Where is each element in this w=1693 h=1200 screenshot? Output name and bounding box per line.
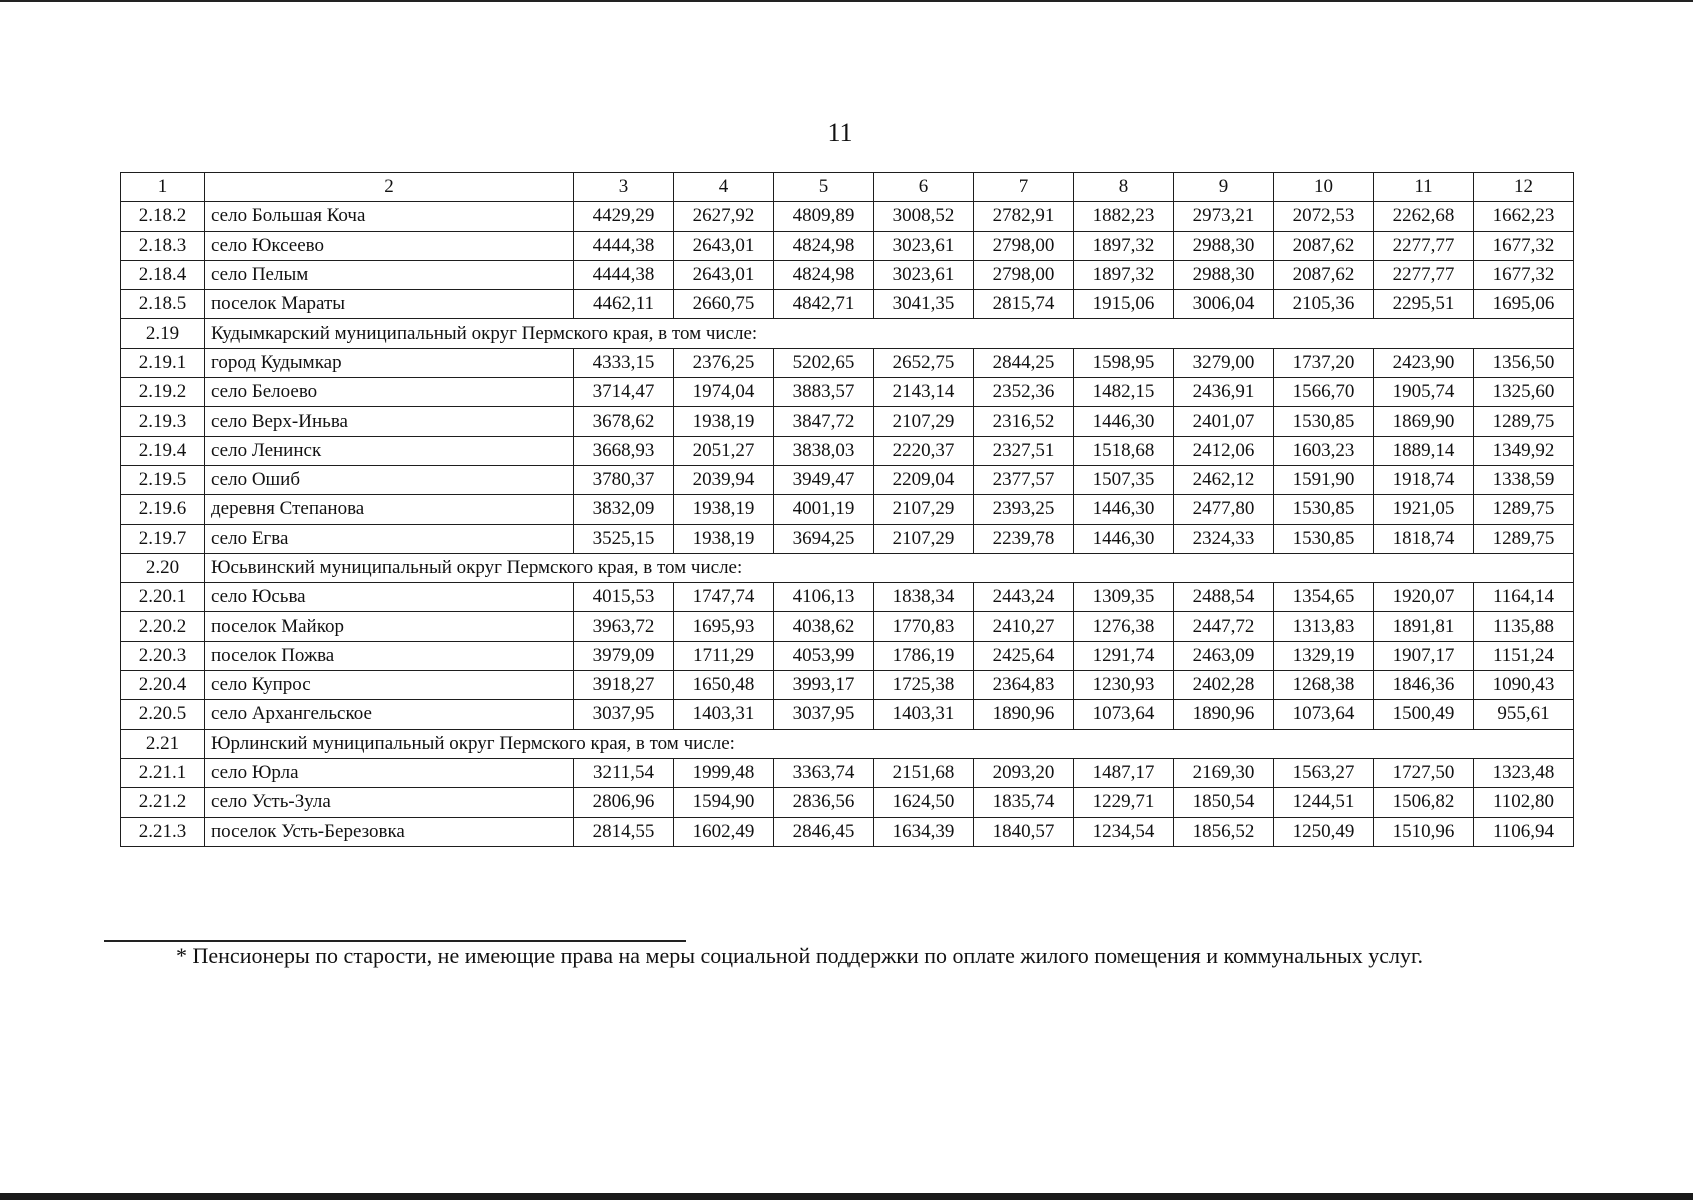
settlement-name-cell: поселок Пожва	[205, 641, 574, 670]
table-row	[121, 817, 1574, 846]
value-cell: 1747,74	[674, 583, 774, 612]
value-cell: 1403,31	[674, 700, 774, 729]
value-cell: 1907,17	[1374, 641, 1474, 670]
table-row	[121, 465, 1574, 494]
section-title-cell: Кудымкарский муниципальный округ Пермского края, в том числе:	[205, 319, 1574, 348]
value-cell: 1325,60	[1474, 378, 1574, 407]
value-cell: 3694,25	[774, 524, 874, 553]
header-cell: 7	[974, 173, 1074, 202]
row-code-cell: 2.18.2	[121, 202, 205, 231]
table-row	[121, 202, 1574, 231]
header-cell: 3	[574, 173, 674, 202]
value-cell: 1677,32	[1474, 260, 1574, 289]
settlement-name-cell: деревня Степанова	[205, 495, 574, 524]
section-title-cell: Юрлинский муниципальный округ Пермского края, в том числе:	[205, 729, 1574, 758]
value-cell: 1289,75	[1474, 407, 1574, 436]
value-cell: 2316,52	[974, 407, 1074, 436]
value-cell: 2107,29	[874, 524, 974, 553]
value-cell: 2443,24	[974, 583, 1074, 612]
value-cell: 1850,54	[1174, 788, 1274, 817]
value-cell: 1518,68	[1074, 436, 1174, 465]
value-cell: 2410,27	[974, 612, 1074, 641]
value-cell: 3008,52	[874, 202, 974, 231]
value-cell: 1329,19	[1274, 641, 1374, 670]
value-cell: 3979,09	[574, 641, 674, 670]
value-cell: 1918,74	[1374, 465, 1474, 494]
value-cell: 1268,38	[1274, 671, 1374, 700]
row-code-cell: 2.21.2	[121, 788, 205, 817]
value-cell: 2798,00	[974, 231, 1074, 260]
value-cell: 3678,62	[574, 407, 674, 436]
value-cell: 1507,35	[1074, 465, 1174, 494]
row-code-cell: 2.20.1	[121, 583, 205, 612]
settlement-name-cell: село Юрла	[205, 758, 574, 787]
value-cell: 2072,53	[1274, 202, 1374, 231]
value-cell: 2377,57	[974, 465, 1074, 494]
header-cell: 2	[205, 173, 574, 202]
settlement-name-cell: село Пелым	[205, 260, 574, 289]
value-cell: 4444,38	[574, 231, 674, 260]
value-cell: 1289,75	[1474, 524, 1574, 553]
page-number: 11	[827, 118, 853, 147]
table-row	[121, 671, 1574, 700]
value-cell: 1073,64	[1074, 700, 1174, 729]
value-cell: 2412,06	[1174, 436, 1274, 465]
row-code-cell: 2.19.4	[121, 436, 205, 465]
value-cell: 2423,90	[1374, 348, 1474, 377]
settlement-name-cell: поселок Усть-Березовка	[205, 817, 574, 846]
value-cell: 3883,57	[774, 378, 874, 407]
table-row	[121, 260, 1574, 289]
value-cell: 2988,30	[1174, 260, 1274, 289]
value-cell: 3993,17	[774, 671, 874, 700]
value-cell: 1289,75	[1474, 495, 1574, 524]
value-cell: 1151,24	[1474, 641, 1574, 670]
value-cell: 1890,96	[974, 700, 1074, 729]
row-code-cell: 2.20	[121, 553, 205, 582]
value-cell: 2973,21	[1174, 202, 1274, 231]
value-cell: 2477,80	[1174, 495, 1274, 524]
row-code-cell: 2.18.3	[121, 231, 205, 260]
value-cell: 1530,85	[1274, 495, 1374, 524]
value-cell: 2277,77	[1374, 260, 1474, 289]
value-cell: 2462,12	[1174, 465, 1274, 494]
value-cell: 1891,81	[1374, 612, 1474, 641]
value-cell: 2402,28	[1174, 671, 1274, 700]
value-cell: 2660,75	[674, 290, 774, 319]
value-cell: 1999,48	[674, 758, 774, 787]
value-cell: 1650,48	[674, 671, 774, 700]
value-cell: 4824,98	[774, 231, 874, 260]
value-cell: 1897,32	[1074, 260, 1174, 289]
value-cell: 1482,15	[1074, 378, 1174, 407]
value-cell: 2143,14	[874, 378, 974, 407]
value-cell: 3838,03	[774, 436, 874, 465]
value-cell: 1230,93	[1074, 671, 1174, 700]
row-code-cell: 2.19.2	[121, 378, 205, 407]
value-cell: 3037,95	[574, 700, 674, 729]
value-cell: 1856,52	[1174, 817, 1274, 846]
table-row	[121, 612, 1574, 641]
value-cell: 2393,25	[974, 495, 1074, 524]
value-cell: 1487,17	[1074, 758, 1174, 787]
value-cell: 1677,32	[1474, 231, 1574, 260]
value-cell: 2627,92	[674, 202, 774, 231]
settlement-name-cell: село Белоево	[205, 378, 574, 407]
value-cell: 3780,37	[574, 465, 674, 494]
footnote: * Пенсионеры по старости, не имеющие права на меры социальной поддержки по оплате жилого помещения и коммунальных услуг.	[176, 943, 1424, 968]
value-cell: 3211,54	[574, 758, 674, 787]
header-cell: 11	[1374, 173, 1474, 202]
value-cell: 1846,36	[1374, 671, 1474, 700]
value-cell: 2151,68	[874, 758, 974, 787]
value-cell: 3949,47	[774, 465, 874, 494]
row-code-cell: 2.21	[121, 729, 205, 758]
table-row	[121, 758, 1574, 787]
value-cell: 2643,01	[674, 260, 774, 289]
header-cell: 4	[674, 173, 774, 202]
value-cell: 1869,90	[1374, 407, 1474, 436]
settlement-name-cell: поселок Майкор	[205, 612, 574, 641]
row-code-cell: 2.19.5	[121, 465, 205, 494]
value-cell: 2401,07	[1174, 407, 1274, 436]
value-cell: 1938,19	[674, 495, 774, 524]
section-row	[121, 319, 1574, 348]
settlement-name-cell: село Юксеево	[205, 231, 574, 260]
value-cell: 2239,78	[974, 524, 1074, 553]
table-header-row	[121, 173, 1574, 202]
value-cell: 1624,50	[874, 788, 974, 817]
tariff-table	[120, 172, 1574, 847]
value-cell: 5202,65	[774, 348, 874, 377]
value-cell: 1835,74	[974, 788, 1074, 817]
value-cell: 1938,19	[674, 407, 774, 436]
value-cell: 1786,19	[874, 641, 974, 670]
value-cell: 1106,94	[1474, 817, 1574, 846]
settlement-name-cell: поселок Мараты	[205, 290, 574, 319]
value-cell: 2798,00	[974, 260, 1074, 289]
value-cell: 2051,27	[674, 436, 774, 465]
table-body	[121, 202, 1574, 847]
table-row	[121, 407, 1574, 436]
value-cell: 2093,20	[974, 758, 1074, 787]
value-cell: 2262,68	[1374, 202, 1474, 231]
value-cell: 1530,85	[1274, 407, 1374, 436]
value-cell: 1164,14	[1474, 583, 1574, 612]
table-row	[121, 524, 1574, 553]
value-cell: 1446,30	[1074, 495, 1174, 524]
value-cell: 1897,32	[1074, 231, 1174, 260]
value-cell: 2447,72	[1174, 612, 1274, 641]
value-cell: 1446,30	[1074, 524, 1174, 553]
value-cell: 3525,15	[574, 524, 674, 553]
row-code-cell: 2.21.3	[121, 817, 205, 846]
row-code-cell: 2.19	[121, 319, 205, 348]
value-cell: 2652,75	[874, 348, 974, 377]
value-cell: 2327,51	[974, 436, 1074, 465]
table-row	[121, 583, 1574, 612]
table-row	[121, 495, 1574, 524]
header-cell: 10	[1274, 173, 1374, 202]
value-cell: 2295,51	[1374, 290, 1474, 319]
value-cell: 1244,51	[1274, 788, 1374, 817]
header-cell: 6	[874, 173, 974, 202]
scan-bottom-edge	[0, 1193, 1693, 1200]
value-cell: 3918,27	[574, 671, 674, 700]
value-cell: 3006,04	[1174, 290, 1274, 319]
row-code-cell: 2.20.2	[121, 612, 205, 641]
value-cell: 1506,82	[1374, 788, 1474, 817]
value-cell: 2844,25	[974, 348, 1074, 377]
value-cell: 4444,38	[574, 260, 674, 289]
header-cell: 9	[1174, 173, 1274, 202]
row-code-cell: 2.18.4	[121, 260, 205, 289]
value-cell: 4333,15	[574, 348, 674, 377]
value-cell: 2806,96	[574, 788, 674, 817]
value-cell: 1323,48	[1474, 758, 1574, 787]
table-row	[121, 700, 1574, 729]
value-cell: 1313,83	[1274, 612, 1374, 641]
footnote-divider	[104, 940, 686, 942]
value-cell: 1890,96	[1174, 700, 1274, 729]
value-cell: 4106,13	[774, 583, 874, 612]
value-cell: 1770,83	[874, 612, 974, 641]
value-cell: 1818,74	[1374, 524, 1474, 553]
value-cell: 3041,35	[874, 290, 974, 319]
value-cell: 1889,14	[1374, 436, 1474, 465]
value-cell: 1695,06	[1474, 290, 1574, 319]
value-cell: 1250,49	[1274, 817, 1374, 846]
row-code-cell: 2.19.1	[121, 348, 205, 377]
value-cell: 4809,89	[774, 202, 874, 231]
value-cell: 2105,36	[1274, 290, 1374, 319]
row-code-cell: 2.18.5	[121, 290, 205, 319]
value-cell: 1309,35	[1074, 583, 1174, 612]
value-cell: 1921,05	[1374, 495, 1474, 524]
value-cell: 3023,61	[874, 231, 974, 260]
value-cell: 1840,57	[974, 817, 1074, 846]
table-row	[121, 348, 1574, 377]
value-cell: 4429,29	[574, 202, 674, 231]
value-cell: 1905,74	[1374, 378, 1474, 407]
table-row	[121, 290, 1574, 319]
value-cell: 1446,30	[1074, 407, 1174, 436]
settlement-name-cell: село Большая Коча	[205, 202, 574, 231]
table-row	[121, 788, 1574, 817]
value-cell: 2364,83	[974, 671, 1074, 700]
value-cell: 1603,23	[1274, 436, 1374, 465]
row-code-cell: 2.20.5	[121, 700, 205, 729]
value-cell: 2107,29	[874, 407, 974, 436]
value-cell: 1938,19	[674, 524, 774, 553]
table-row	[121, 378, 1574, 407]
value-cell: 2087,62	[1274, 260, 1374, 289]
value-cell: 1602,49	[674, 817, 774, 846]
value-cell: 1530,85	[1274, 524, 1374, 553]
value-cell: 1662,23	[1474, 202, 1574, 231]
scan-top-edge	[0, 0, 1693, 2]
value-cell: 1882,23	[1074, 202, 1174, 231]
value-cell: 4001,19	[774, 495, 874, 524]
value-cell: 3363,74	[774, 758, 874, 787]
value-cell: 4824,98	[774, 260, 874, 289]
value-cell: 1356,50	[1474, 348, 1574, 377]
row-code-cell: 2.19.7	[121, 524, 205, 553]
value-cell: 2107,29	[874, 495, 974, 524]
value-cell: 2220,37	[874, 436, 974, 465]
value-cell: 1737,20	[1274, 348, 1374, 377]
value-cell: 3668,93	[574, 436, 674, 465]
value-cell: 3279,00	[1174, 348, 1274, 377]
value-cell: 1510,96	[1374, 817, 1474, 846]
value-cell: 3037,95	[774, 700, 874, 729]
value-cell: 1349,92	[1474, 436, 1574, 465]
value-cell: 1135,88	[1474, 612, 1574, 641]
value-cell: 1291,74	[1074, 641, 1174, 670]
section-title-cell: Юсьвинский муниципальный округ Пермского края, в том числе:	[205, 553, 1574, 582]
value-cell: 1920,07	[1374, 583, 1474, 612]
value-cell: 2087,62	[1274, 231, 1374, 260]
value-cell: 1594,90	[674, 788, 774, 817]
value-cell: 1974,04	[674, 378, 774, 407]
value-cell: 2782,91	[974, 202, 1074, 231]
settlement-name-cell: город Кудымкар	[205, 348, 574, 377]
value-cell: 2436,91	[1174, 378, 1274, 407]
settlement-name-cell: село Верх-Иньва	[205, 407, 574, 436]
settlement-name-cell: село Купрос	[205, 671, 574, 700]
table-row	[121, 231, 1574, 260]
value-cell: 1500,49	[1374, 700, 1474, 729]
settlement-name-cell: село Усть-Зула	[205, 788, 574, 817]
value-cell: 1915,06	[1074, 290, 1174, 319]
table-row	[121, 436, 1574, 465]
settlement-name-cell: село Юсьва	[205, 583, 574, 612]
row-code-cell: 2.19.3	[121, 407, 205, 436]
value-cell: 3847,72	[774, 407, 874, 436]
row-code-cell: 2.20.4	[121, 671, 205, 700]
value-cell: 2352,36	[974, 378, 1074, 407]
value-cell: 2277,77	[1374, 231, 1474, 260]
value-cell: 1566,70	[1274, 378, 1374, 407]
value-cell: 955,61	[1474, 700, 1574, 729]
value-cell: 1354,65	[1274, 583, 1374, 612]
header-cell: 12	[1474, 173, 1574, 202]
value-cell: 2039,94	[674, 465, 774, 494]
value-cell: 1276,38	[1074, 612, 1174, 641]
value-cell: 1838,34	[874, 583, 974, 612]
value-cell: 4038,62	[774, 612, 874, 641]
value-cell: 3714,47	[574, 378, 674, 407]
value-cell: 2815,74	[974, 290, 1074, 319]
header-cell: 1	[121, 173, 205, 202]
value-cell: 1695,93	[674, 612, 774, 641]
value-cell: 2463,09	[1174, 641, 1274, 670]
value-cell: 2209,04	[874, 465, 974, 494]
header-cell: 8	[1074, 173, 1174, 202]
value-cell: 2169,30	[1174, 758, 1274, 787]
settlement-name-cell: село Ошиб	[205, 465, 574, 494]
section-row	[121, 553, 1574, 582]
header-cell: 5	[774, 173, 874, 202]
value-cell: 1711,29	[674, 641, 774, 670]
value-cell: 2425,64	[974, 641, 1074, 670]
table-row	[121, 641, 1574, 670]
row-code-cell: 2.19.6	[121, 495, 205, 524]
value-cell: 2846,45	[774, 817, 874, 846]
value-cell: 1102,80	[1474, 788, 1574, 817]
value-cell: 1073,64	[1274, 700, 1374, 729]
value-cell: 2814,55	[574, 817, 674, 846]
value-cell: 2836,56	[774, 788, 874, 817]
value-cell: 2643,01	[674, 231, 774, 260]
value-cell: 1234,54	[1074, 817, 1174, 846]
value-cell: 2376,25	[674, 348, 774, 377]
section-row	[121, 729, 1574, 758]
value-cell: 1634,39	[874, 817, 974, 846]
value-cell: 2488,54	[1174, 583, 1274, 612]
value-cell: 1563,27	[1274, 758, 1374, 787]
value-cell: 4842,71	[774, 290, 874, 319]
value-cell: 1229,71	[1074, 788, 1174, 817]
value-cell: 1725,38	[874, 671, 974, 700]
settlement-name-cell: село Ленинск	[205, 436, 574, 465]
value-cell: 1403,31	[874, 700, 974, 729]
settlement-name-cell: село Архангельское	[205, 700, 574, 729]
value-cell: 2988,30	[1174, 231, 1274, 260]
value-cell: 1591,90	[1274, 465, 1374, 494]
row-code-cell: 2.21.1	[121, 758, 205, 787]
row-code-cell: 2.20.3	[121, 641, 205, 670]
value-cell: 3963,72	[574, 612, 674, 641]
value-cell: 1338,59	[1474, 465, 1574, 494]
value-cell: 4015,53	[574, 583, 674, 612]
value-cell: 3832,09	[574, 495, 674, 524]
value-cell: 1727,50	[1374, 758, 1474, 787]
value-cell: 4053,99	[774, 641, 874, 670]
value-cell: 2324,33	[1174, 524, 1274, 553]
value-cell: 3023,61	[874, 260, 974, 289]
settlement-name-cell: село Егва	[205, 524, 574, 553]
value-cell: 4462,11	[574, 290, 674, 319]
value-cell: 1598,95	[1074, 348, 1174, 377]
value-cell: 1090,43	[1474, 671, 1574, 700]
